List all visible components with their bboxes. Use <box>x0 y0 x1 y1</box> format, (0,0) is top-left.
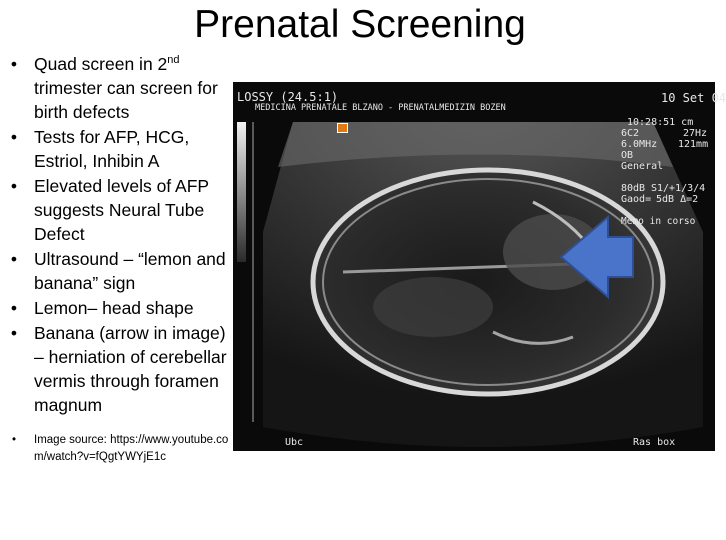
bullet-dot: • <box>10 249 18 270</box>
us-setting-left: 6C2 <box>621 128 640 139</box>
ultrasound-image <box>233 82 726 451</box>
bullet-item <box>4 125 236 173</box>
bullet-item <box>4 174 236 247</box>
us-header-top: LOSSY (24.5:1) <box>237 90 339 104</box>
brain-echo <box>373 277 493 337</box>
us-memo: Memo in corso <box>621 216 696 227</box>
bullet-text: Banana (arrow in image) – herniation of cerebellar vermis through foramen magnum <box>34 322 227 416</box>
us-setting-left: Gaod= <box>621 194 652 205</box>
bullet-text: Lemon– head shape <box>34 298 194 319</box>
bullet-item <box>4 296 236 320</box>
skull-outline <box>313 170 663 394</box>
us-setting-left: 6.0MHz <box>621 139 658 150</box>
bullet-dot: • <box>10 127 18 148</box>
us-setting-right: S1/+1/3/4 <box>651 183 706 194</box>
us-header-bottom: MEDICINA PRENATALE BLZANO - PRENATALMEDIZIN BOZEN <box>255 103 506 113</box>
bullet-dot: • <box>10 298 18 319</box>
slide-title: Prenatal Screening <box>194 3 526 46</box>
source-item <box>4 432 236 466</box>
bullet-item <box>4 52 236 125</box>
bullet-text: Elevated levels of AFP suggests Neural Tube Defect <box>34 176 209 245</box>
source-text: Image source: https://www.youtube.com/watch?v=fQgtYWYjE1c <box>34 433 229 463</box>
us-setting-left: OB <box>621 150 634 161</box>
bullet-list <box>4 52 236 466</box>
grayscale-bar <box>237 122 246 262</box>
us-setting-left: 80dB <box>621 183 646 194</box>
bullet-item <box>4 321 236 418</box>
us-setting-right: 5dB Δ=2 <box>656 194 699 205</box>
bullet-text: Quad screen in 2nd trimester can screen for birth defects <box>34 54 218 123</box>
bullet-dot: • <box>10 54 18 74</box>
us-setting-right: 121mm <box>678 139 709 150</box>
bullet-dot: • <box>11 433 17 446</box>
bullet-dot: • <box>10 176 18 197</box>
ultrasound-scan <box>233 82 715 451</box>
us-bottom-right: Ras box <box>633 437 676 448</box>
us-date: 10 Set 04 <box>661 91 726 105</box>
us-time: 10:28:51 cm <box>627 117 694 128</box>
focus-marker <box>337 123 348 133</box>
us-setting-left: General <box>621 161 664 172</box>
bullet-text: Ultrasound – “lemon and banana” sign <box>34 249 226 294</box>
superscript: nd <box>167 54 180 67</box>
bullet-item <box>4 247 236 295</box>
bullet-text: Tests for AFP, HCG, Estriol, Inhibin A <box>34 127 190 172</box>
bullet-dot: • <box>10 322 18 343</box>
us-bottom-left: Ubc <box>285 437 304 448</box>
us-setting-right: 27Hz <box>683 128 708 139</box>
